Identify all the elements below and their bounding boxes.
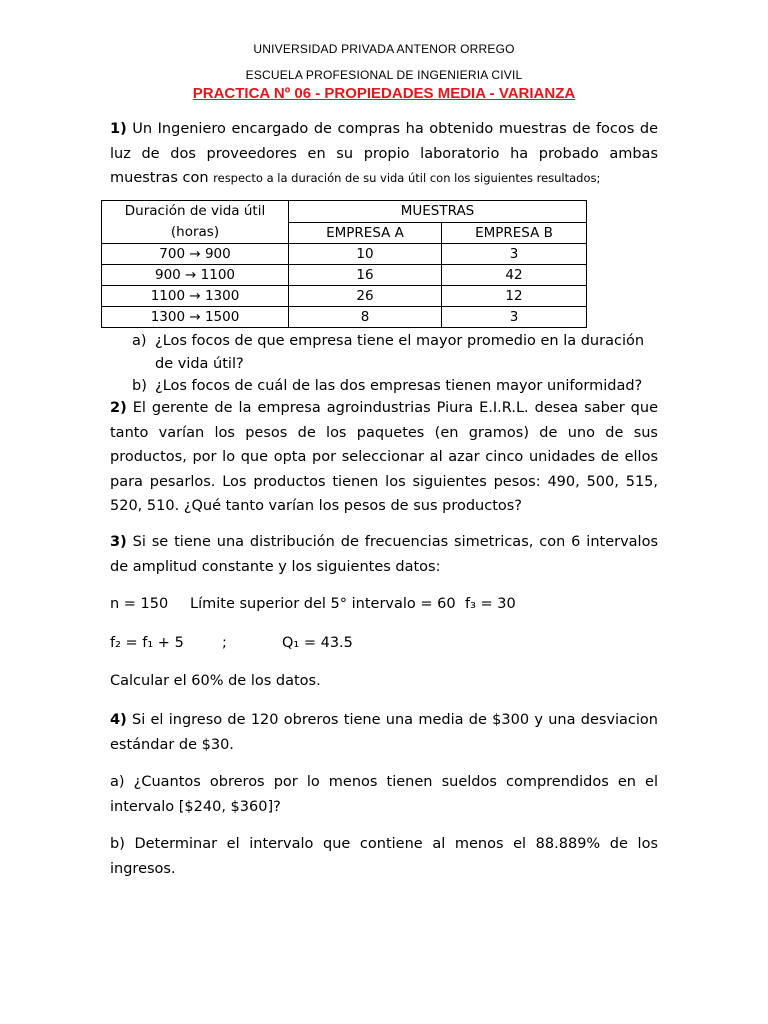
question-1-body: Un Ingeniero encargado de compras ha obtenido muestras de focos de luz de dos proveedores en su propio laboratorio ha probado ambas muestras con xyxy=(110,121,658,186)
table-header-muestras: MUESTRAS xyxy=(289,201,587,223)
question-3-number: 3) xyxy=(110,534,127,550)
question-2-text xyxy=(110,396,658,519)
q3-f2-value: f₂ = f₁ + 5 xyxy=(110,635,184,651)
q3-quartile-value: Q₁ = 43.5 xyxy=(282,635,353,651)
table-row: 1100 → 1300 26 12 xyxy=(102,286,587,307)
question-1a-line1: ¿Los focos de que empresa tiene el mayor promedio en la duración xyxy=(155,333,645,349)
table-header-duration: Duración de vida útil (horas) xyxy=(102,201,289,244)
question-4a-text: a) ¿Cuantos obreros por lo menos tienen sueldos comprendidos en el intervalo [$240, $360]? xyxy=(110,774,658,815)
question-3-text xyxy=(110,530,658,579)
school-name: ESCUELA PROFESIONAL DE INGENIERIA CIVIL xyxy=(245,68,523,82)
table-header-empresa-b: EMPRESA B xyxy=(442,222,587,244)
question-1-number: 1) xyxy=(110,121,127,137)
question-1-body-small: respecto a la duración de su vida útil con los siguientes resultados; xyxy=(213,171,601,185)
question-4-text xyxy=(110,708,658,757)
table-row: 1300 → 1500 8 3 xyxy=(102,307,587,328)
question-3-body: Si se tiene una distribución de frecuencias simetricas, con 6 intervalos de amplitud constante y los siguientes datos: xyxy=(110,534,659,575)
q3-n-value: n = 150 xyxy=(110,596,169,612)
question-4b-text: b) Determinar el intervalo que contiene al menos el 88.889% de los ingresos. xyxy=(110,836,658,877)
page-title: PRACTICA Nº 06 - PROPIEDADES MEDIA - VARIANZA xyxy=(192,85,576,102)
question-1-text xyxy=(110,117,658,191)
q3-f3-value: f₃ = 30 xyxy=(465,596,516,612)
q3-separator: ; xyxy=(222,635,227,651)
question-1b-label: b) xyxy=(132,378,147,394)
table-header-empresa-a: EMPRESA A xyxy=(289,222,442,244)
question-1a-label: a) xyxy=(132,333,147,349)
table-row: 900 → 1100 16 42 xyxy=(102,265,587,286)
question-2-number: 2) xyxy=(110,400,127,416)
question-1a-line2: de vida útil? xyxy=(155,356,244,372)
q3-limit-value: Límite superior del 5° intervalo = 60 xyxy=(190,596,456,612)
question-2-body: El gerente de la empresa agroindustrias Piura E.I.R.L. desea saber que tanto varían los pesos de los paquetes (en gramos) de uno de sus productos, por lo que opta por seleccionar al azar cinco unidades de ellos para pesarlos. Los productos tienen los siguientes pesos: 490, 500, 515, 520, 510. ¿Qué tanto varían los pesos de sus productos? xyxy=(110,400,658,514)
question-4-number: 4) xyxy=(110,712,127,728)
question-1b-text: ¿Los focos de cuál de las dos empresas tienen mayor uniformidad? xyxy=(155,378,643,394)
q3-calc-instruction: Calcular el 60% de los datos. xyxy=(110,673,321,689)
question-4-body: Si el ingreso de 120 obreros tiene una media de $300 y una desviacion estándar de $30. xyxy=(110,712,658,753)
table-row: 700 → 900 10 3 xyxy=(102,244,587,265)
data-table xyxy=(101,200,587,328)
university-name: UNIVERSIDAD PRIVADA ANTENOR ORREGO xyxy=(253,42,515,56)
